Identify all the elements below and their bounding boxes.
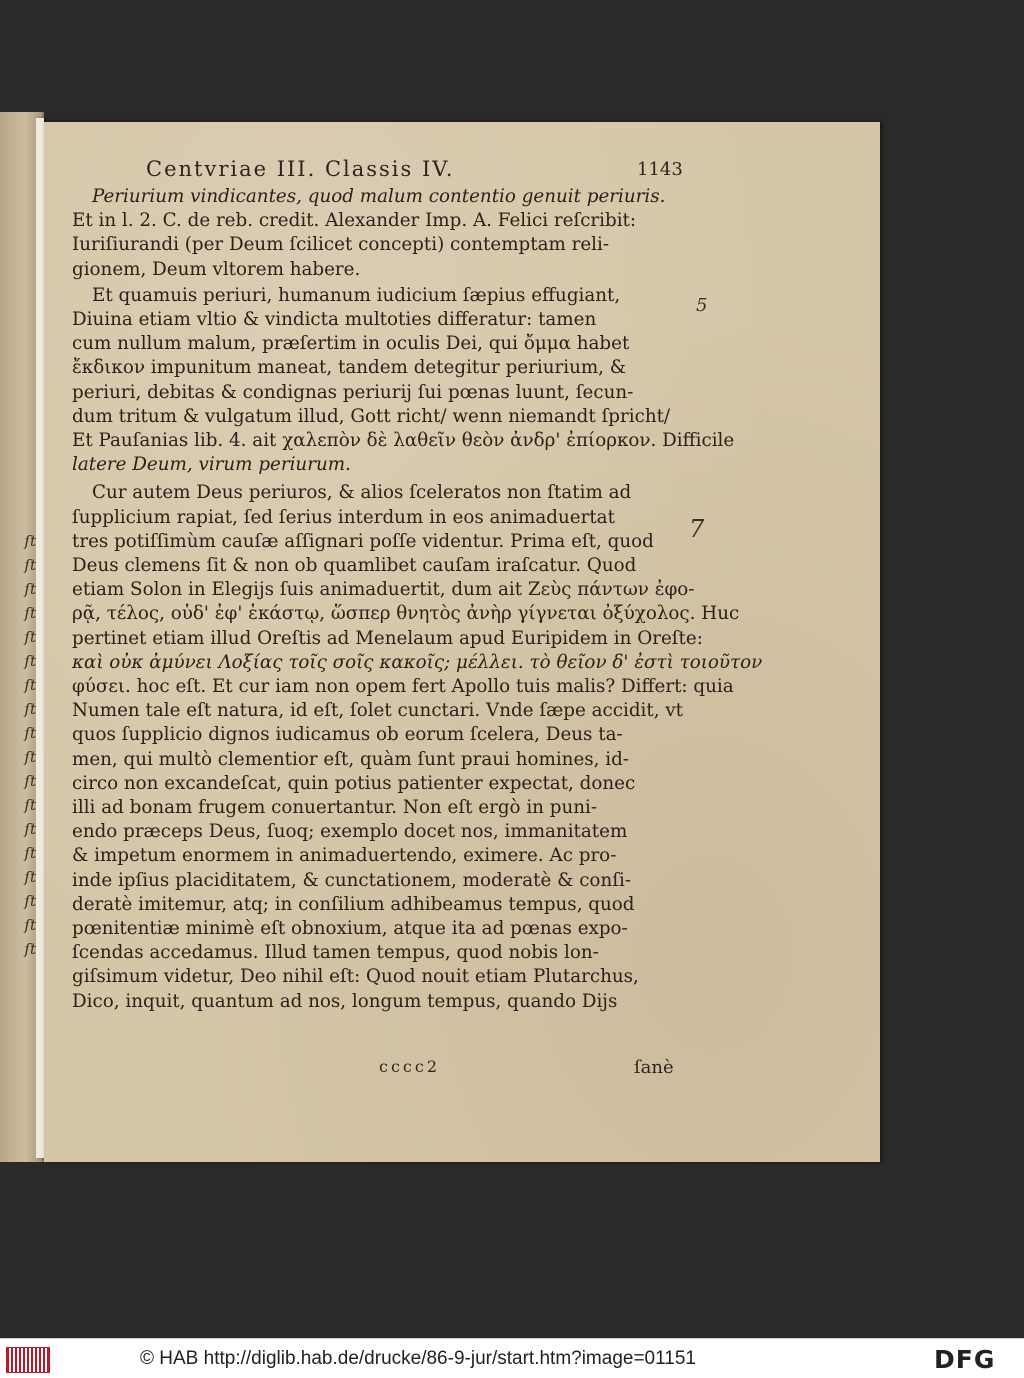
running-header: Centvriae III. Classis IV.: [146, 157, 455, 181]
text-line: tres potiſſimùm cauſæ aſſignari poſſe videntur. Prima eſt, quod: [72, 530, 654, 552]
text-line: Iuriſiurandi (per Deum ſcilicet concepti) contemptam reli-: [72, 234, 610, 256]
text-line: pertinet etiam illud Oreſtis ad Menelaum apud Euripidem in Oreſte:: [72, 627, 703, 649]
catchword: ſanè: [634, 1057, 674, 1078]
margin-number: 7: [689, 515, 705, 543]
text-line: Cur autem Deus periuros, & alios ſceleratos non ſtatim ad: [92, 482, 632, 504]
previous-page-text-fragment: ſt: [24, 940, 36, 958]
text-line: periuri, debitas & condignas periurij ſui pœnas luunt, ſecun-: [72, 381, 634, 403]
text-line: endo præceps Deus, ſuoq; exemplo docet nos, immanitatem: [72, 821, 628, 843]
book-page: [44, 122, 880, 1162]
previous-page-text-fragment: ſt: [24, 892, 36, 910]
page-number: 1143: [637, 159, 683, 180]
previous-page-text-fragment: ſt: [24, 748, 36, 766]
text-line: ρᾷ, τέλος, οὐδ' ἐφ' ἑκάστῳ, ὥσπερ θνητὸς ἀνὴρ γίγνεται ὀξύχολος. Huc: [72, 603, 740, 625]
copyright-link[interactable]: © HAB http://diglib.hab.de/drucke/86-9-jur/start.htm?image=01151: [140, 1348, 696, 1369]
margin-number: 5: [696, 295, 708, 316]
text-line: inde ipſius placiditatem, & cunctationem, moderatè & conſi-: [72, 869, 632, 891]
text-line: Dico, inquit, quantum ad nos, longum tempus, quando Dijs: [72, 990, 618, 1012]
text-line: Et in l. 2. C. de reb. credit. Alexander Imp. A. Felici reſcribit:: [72, 210, 637, 232]
text-line: φύσει. hoc eſt. Et cur iam non opem fert Apollo tuis malis? Differt: quia: [72, 676, 734, 697]
previous-page-text-fragment: ſt: [24, 652, 36, 670]
previous-page-text-fragment: ſt: [24, 916, 36, 934]
text-line: & impetum enormem in animaduertendo, eximere. Ac pro-: [72, 845, 617, 867]
viewer-footer: [0, 1338, 1024, 1378]
previous-page-text-fragment: ſt: [24, 724, 36, 742]
text-line: Diuina etiam vltio & vindicta multoties differatur: tamen: [72, 309, 597, 330]
text-line: Et Pauſanias lib. 4. ait χαλεπὸν δὲ λαθεῖν θεὸν ἀνδρ' ἐπίορκον. Difficile: [72, 430, 735, 451]
page-fold: [36, 118, 44, 1158]
previous-page-text-fragment: ſt: [24, 772, 36, 790]
text-line: καὶ οὐκ ἀμύνει Λοξίας τοῖς σοῖς κακοῖς; μέλλει. τὸ θεῖον δ' ἐστὶ τοιοῦτον: [72, 651, 763, 673]
text-line: quos ſupplicio dignos iudicamus ob eorum ſcelera, Deus ta-: [72, 724, 623, 746]
text-line: Deus clemens ſit & non ob quamlibet cauſam iraſcatur. Quod: [72, 555, 637, 576]
text-line: ſcendas accedamus. Illud tamen tempus, quod nobis lon-: [72, 942, 599, 964]
hab-logo-icon[interactable]: [6, 1347, 50, 1373]
text-line: circo non excandeſcat, quin potius patienter expectat, donec: [72, 772, 636, 794]
text-line: giſsimum videtur, Deo nihil eſt: Quod nouit etiam Plutarchus,: [72, 966, 639, 988]
text-line: latere Deum, virum periurum.: [72, 454, 351, 476]
previous-page-text-fragment: ſt: [24, 868, 36, 886]
text-line: ſupplicium rapiat, ſed ſerius interdum in eos animaduertat: [72, 506, 615, 528]
previous-page-text-fragment: ſt: [24, 604, 36, 622]
previous-page-text-fragment: ſt: [24, 628, 36, 646]
previous-page-text-fragment: ſt: [24, 580, 36, 598]
text-line: Periurium vindicantes, quod malum contentio genuit periuris.: [92, 186, 666, 207]
text-line: deratè imitemur, atq; in conſilium adhibeamus tempus, quod: [72, 893, 635, 915]
previous-page-text-fragment: ſt: [24, 700, 36, 718]
previous-page-text-fragment: ſt: [24, 676, 36, 694]
text-line: etiam Solon in Elegijs ſuis animaduertit, dum ait Ζεὺς πάντων ἐφο-: [72, 579, 695, 601]
previous-page-text-fragment: ſt: [24, 532, 36, 550]
text-line: Et quamuis periuri, humanum iudicium ſæpius effugiant,: [92, 284, 621, 306]
text-line: men, qui multò clementior eſt, quàm ſunt praui homines, id-: [72, 748, 629, 770]
text-line: gionem, Deum vltorem habere.: [72, 258, 361, 280]
previous-page-text-fragment: ſt: [24, 556, 36, 574]
signature-mark: cccc2: [379, 1057, 441, 1076]
text-line: dum tritum & vulgatum illud, Gott richt/ wenn niemandt ſpricht/: [72, 405, 671, 427]
dfg-logo[interactable]: DFG: [934, 1345, 996, 1374]
text-line: ἔκδικον impunitum maneat, tandem detegitur periurium, &: [72, 357, 627, 379]
previous-page-text-fragment: ſt: [24, 820, 36, 838]
previous-page-text-fragment: ſt: [24, 844, 36, 862]
text-line: Numen tale eſt natura, id eſt, ſolet cunctari. Vnde ſæpe accidit, vt: [72, 700, 684, 722]
text-line: illi ad bonam frugem conuertantur. Non eſt ergò in puni-: [72, 797, 598, 818]
text-line: cum nullum malum, præſertim in oculis Dei, qui ὄμμα habet: [72, 333, 630, 355]
previous-page-text-fragment: ſt: [24, 796, 36, 814]
text-line: pœnitentiæ minimè eſt obnoxium, atque ita ad pœnas expo-: [72, 918, 628, 939]
